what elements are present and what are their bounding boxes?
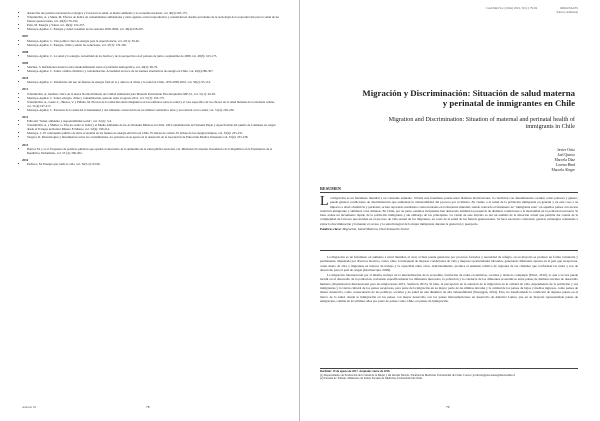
bibliography-entry: • Montoya-Aguilar, C. Tendencias del uso de fuentes de energía fósil en la y ashorro al clima y la salud en Chile, 1970-2009-2010, vol. 50(2): 95-114. — [27, 80, 280, 84]
year-heading: 2012 — [22, 114, 29, 119]
abstract-text: a migración es un fenómeno mundial y en constante aumento. Si bien este fenómeno puede tener distintas motivaciones, la condición con determinantes sociales como pobreza y género, puede generar condiciones de discriminación que aumentan la vulnerabilidad del proceso por el mismo. En cuanto a la salud de la población inmigrante en general y en este caso a su impacto a nivel obstetricia y perinatal, se han reportado resultados controversiales en la literatura mundial, siendo relevado el fenómeno de "inmigrante sano" en aquellos países con escasa tradición inmigrante y similares a las chilenas. En Chile, por su parte, estudios incipientes han destacado también la presencia de distintas condiciones a la mortalidad en la población nacional. Si bien, existe un incremento rápido de la población inmigrante y sin embargo de los principales. La visión de este artículo es dar un análisis de la situación actual que permita dar cuenta de la complejidad de factores que inciden en el proceso de vida sexual de los migrantes, en coste de la salud de las futuras generaciones. Se hace necesario contrastar, generar estrategias orientadas a evitar la discriminación y fomentar el acceso y la salud integral de la mujer inmigrante durante la gestación y puerperio. — [320, 196, 578, 226]
year-entries — [22, 162, 280, 166]
author-name: Jael Quiroz — [557, 152, 575, 157]
body-paragraph: La migración es un fenómeno en aumento a nivel mundial, el cual, si bien puede generarse por procesos forzados y necesidad de refugio, en su mayoría se produce en forma voluntaria y permanente, impulsada por diversos motivos, como, ellos, la búsqueda de mejores condiciones de vida y mejores oportunidades laborales, generando diferentes aportes en el país que recepciona, como mano de obra y migrantes en labores de trabajo y la capacidad entre otros. Adicionalmente, produce el aumento relativo de regiones de las ciudades que conforman las redes y son de desarrollo para el país de origen (Dormescqúa, 2009). — [320, 255, 578, 272]
abstract-divider — [320, 250, 578, 251]
year-heading: 2007 — [22, 34, 29, 39]
author-name: Marcela Alegre — [551, 167, 575, 172]
section-label-line: ORIGINALES — [560, 6, 578, 10]
footnotes — [320, 368, 578, 381]
keywords-label: Palabras clave: — [320, 227, 342, 232]
bibliography-entry: • Vergara, R. Metodologías y lineamientos sobre los contaminantes, los períodos en su aporte en el desarrollo de la Asociación de Educación Medica Venezuela vol. 52(4): 235-238. — [27, 135, 280, 139]
bibliography-list — [22, 11, 280, 166]
year-entries — [22, 80, 280, 84]
affiliation-note: (1) Departamento de Promoción de la Salud de la Mujer y del Recién Nacido. Facultad de Medicina, Universidad de Chile. Correo: jroritz.m@pucosanta@med.uchile.cl — [320, 372, 516, 377]
bibliography-entry: • Pacheco, M. Energía que cuida la vida, vol. 56(3-2): 63-66. — [27, 162, 280, 166]
section-label-line: Salud y Ambiente — [556, 9, 578, 14]
author-name: Marcela Díaz — [554, 157, 575, 162]
bibliography-entry: • Barrios M. y et al. Propuesta de políticas públicas que ayuden al desarrollo de la antinomia de la salud pública nacional, vol. Ministerio Economía. Presidencia de la República en la Presidencia de la República, Parlamento, vol. 53 (4): 260-262. — [27, 147, 280, 155]
bibliography-entry: • Tchernitchin, A. y Muñoz, G. Efectos sobre la Salud y el Medio Ambiente de las Actividades Mineras en Chile: 199 Contaminación del Sistema Pupío y Agua Potable del pueblo de Caimanes en origen desde el Tranque de Relave Minero El Mauro, vol. 52(4): 199-214. — [27, 123, 280, 131]
right-page — [300, 0, 600, 421]
bibliography-entry: • Montoya-Aguilar, C. Encuesta de la salud del la humanidad y del ambiente: observación de los últimos veinticinco años y en relación con la salud, vol. 51(4): 226-236. — [27, 108, 280, 112]
bibliography-continuation — [22, 11, 280, 31]
resumen-heading: RESUMEN — [320, 186, 578, 193]
year-heading: 2010 — [22, 76, 29, 81]
bibliography-entry: • Montoya-Aguilar, C. La salud y la energía. Actualidad de los hechos y de la perspectiva en el período de junio a septiembre de 2008, vol. 48(3): 163-173. — [27, 54, 280, 58]
article-body — [320, 255, 578, 304]
page-number-right: 79 — [446, 405, 450, 409]
bibliography-entry: • Montoya-Aguilar, C. Salud, cambio climático y contaminación. Actualidad en trece de las fuentes alternativas de energía en Chile, vol. 49(4):280-307. — [27, 69, 280, 73]
year-heading: 2008 — [22, 49, 29, 54]
keywords-text: Migración, Salud Materna, Discriminación Social — [342, 227, 409, 232]
year-entries — [22, 147, 280, 155]
year-entries — [22, 65, 280, 73]
bibliography-entry: • desarrollar una política nacional de ecológica y favorecer la salud, el medio ambiente y la economía nacional, vol. 46(3):163-175. — [27, 11, 280, 15]
article-subtitle: Migration and Discrimination: Situation of maternal and perinatal health of immigrants in Chile — [388, 116, 575, 131]
author-name: Lorena Bind — [555, 162, 575, 167]
left-footer: Anuario 02 — [22, 405, 37, 409]
bibliography-entry: • Tchernitchin, A., Gaete, L., Bustos, V. y Piñalla, M. Efectos de la radiación electromagnética en los teléfonos sobre la salud y el caso específico de los efectos en la salud humana de la telefonía celular, vol. 51(4):197-217. — [27, 100, 280, 108]
bibliography-entry: • Editorial "Salud, ambiente y responsabilidad social", vol. 52(1): 3-4. — [27, 119, 280, 123]
year-entries — [22, 39, 280, 47]
author-list — [551, 148, 575, 173]
bibliography-entry: • Montoya-Aguilar, C. Energía, clima y salud: las soluciones, vol. 47(3): 176-190. — [27, 43, 280, 47]
bibliography-entry: • Montoya, C. El contrapunto público de entre economía de las fuentes de energía eléctrica en Chile. El debate de carbón. El debate de las energías limpias, vol. 52(4): 225-231. — [27, 131, 280, 135]
drop-cap: L — [320, 194, 329, 209]
received-note: Recibido: 19 de agosto de 2017. Aceptado: enero de 2018. — [320, 369, 391, 373]
affiliation-note: (2) Escuela de Trabajo, Ministerio de Salud, Escuela de Medicina, Universidad de Chile. — [320, 376, 423, 381]
bibliography-entry: • Polit, M. Energía y Salud, vol. 46(4): 252-257. — [27, 23, 280, 27]
journal-citation: Cuad Méd Soc (Chile) 2019, 59 (1): 79-84 — [486, 6, 538, 10]
bibliography-entry: • Montoya-Aguilar, C. Una política clara de energía para la supervivencia, vol. 47(1): 39-46. — [27, 39, 280, 43]
bibliography-entry: • Tchernitchin, A. Análisis crítico de la nueva Norma Primaria de Calidad Ambiental para Material Particulado Fino Respirable MP 2,5, vol. 51(1): 26-28. — [27, 92, 280, 96]
year-heading: 2016 — [22, 157, 29, 162]
bibliography-entry: • Tchernitchin, A. y Mena, M. Efectos de índice de contaminantes ambientales y entre agentes a nivel reproductivo y sexualidad en desafío prevalente de la tecnología de la reproducción para la salud de las futuras generaciones, vol. 46(3):176-194. — [27, 15, 280, 23]
bibliography-entry: • Montoya-Aguilar, C. Salud, energía, clima y contaminación, período entre su agosto 2011, vol. 51(3): 165-175. — [27, 96, 280, 100]
page-number-left: 78 — [146, 405, 150, 409]
keywords — [320, 227, 578, 231]
abstract — [320, 196, 578, 231]
section-label — [557, 7, 579, 15]
author-name: Javier Ortiz — [557, 148, 575, 152]
body-paragraph: La migración internacional por sí misma, incluye en la internalización de la economía, formación de redes económicas, sociales y técnicas complejas (Ebori, 2010), lo que a su vez puede incidir en el desarrollo de la población, revisando específicamente los diferentes mercados, la población y la conducta de los diferentes económicos entre países de distintos niveles de desarrollo humano (Organización Internacional para las migraciones 2015, Sanfreck 2015). Si bien, la percepción de la atención de la migración en la calidad de vida, dependiendo de la población y sus inmigrantes y la visión cultural de los países receptores, para parte de la migración en su mayor parte de las últimas décadas y la calidad de los países de bajos y medios ingresos, como países de menor desarrollo, como consecuencia de las políticas, sociales y de salud en una dinámica de alta vulnerabilidad (Nazaggan, 2014). Esto, ha transformado la condición de algunos países en el marco de la salud, donde la inmigración en los países con mayor desarrollo con los países latinoamericanos en desarrollo de América Latina, que en su mayoría representaban países de emigración, cambia en los últimos años por parte de países como Chile, en países de inmigración. — [320, 273, 578, 303]
year-entries — [22, 119, 280, 139]
bibliography-entry: • Sánchez, S. Reflexiones desde la ética medioambiental sobre el problema demográfico, vol. 49(1): 69-79. — [27, 65, 280, 69]
article-title: Migración y Discriminación: Situación de salud materna y perinatal de inmigrantes en Chile — [362, 88, 575, 108]
year-entries — [22, 92, 280, 112]
year-heading: 2009 — [22, 60, 29, 65]
year-entries — [22, 54, 280, 58]
year-heading: 2011 — [22, 87, 29, 92]
bibliography-entry: • Montoya-Aguilar, C. Energía y salud: resumen de las sesiones 2005-2006, vol. 46(4):258-267. — [27, 27, 280, 31]
year-heading: 2013 — [22, 142, 29, 147]
